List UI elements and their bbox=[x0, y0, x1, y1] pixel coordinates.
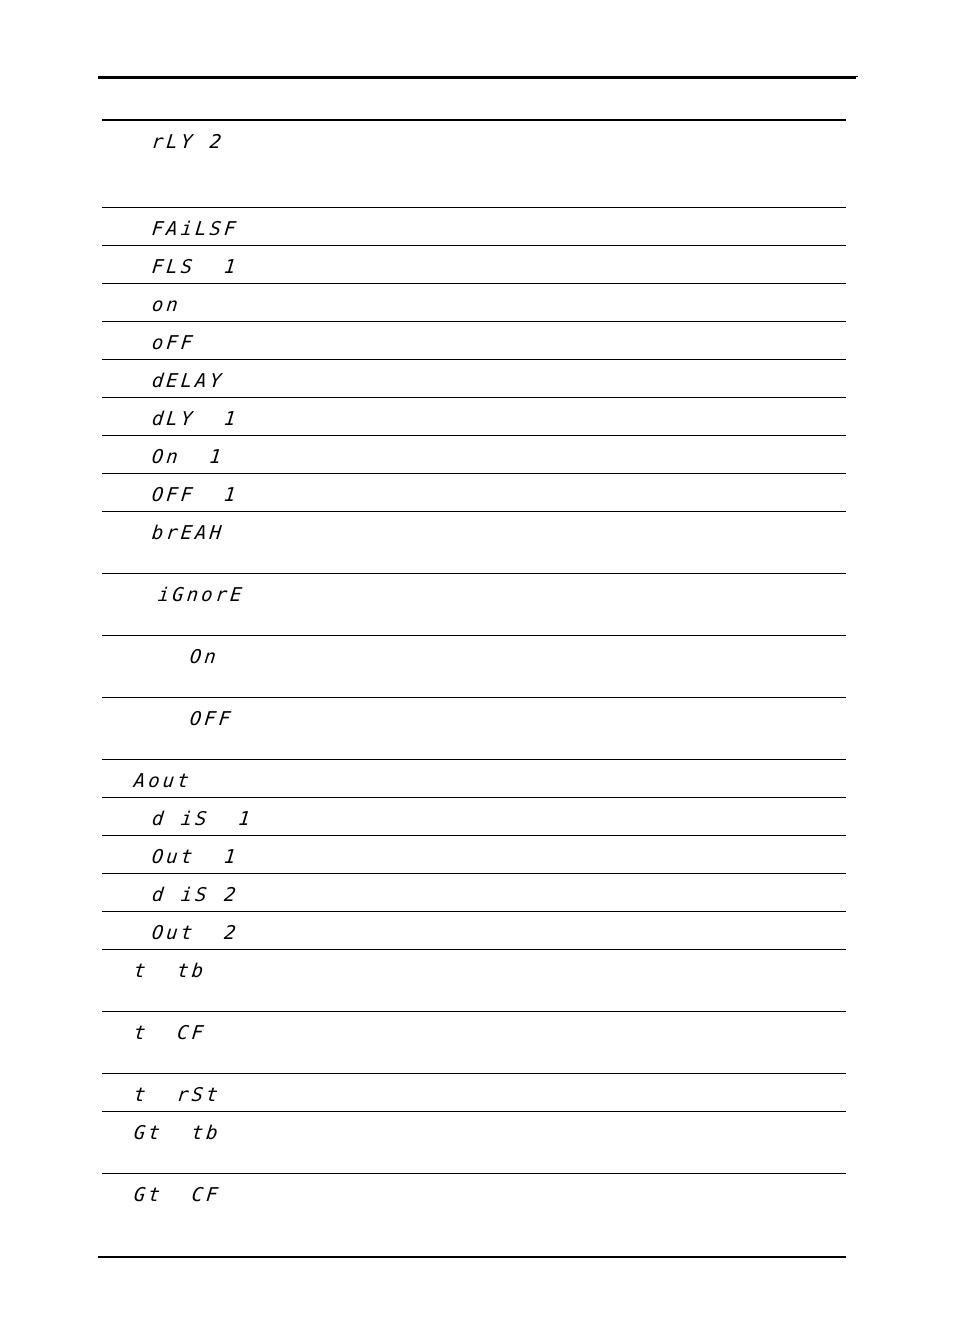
table-row bbox=[102, 322, 846, 360]
parameter-code: Aout bbox=[132, 770, 193, 792]
table-row bbox=[102, 760, 846, 798]
table-row bbox=[102, 836, 846, 874]
parameter-code: brEAH bbox=[150, 522, 226, 544]
parameter-code: t CF bbox=[132, 1022, 208, 1044]
table-row bbox=[102, 1112, 846, 1174]
parameter-code: dLY 1 bbox=[150, 408, 240, 430]
header-rule bbox=[98, 76, 856, 79]
table-row bbox=[102, 574, 846, 636]
parameter-code: Out 2 bbox=[150, 922, 240, 944]
parameter-code: FLS 1 bbox=[150, 256, 240, 278]
table-row bbox=[102, 1012, 846, 1074]
parameter-code: t tb bbox=[132, 960, 208, 982]
table-row bbox=[102, 121, 846, 208]
parameter-code: On bbox=[188, 646, 221, 668]
table-row bbox=[102, 698, 846, 760]
table-row bbox=[102, 284, 846, 322]
footer-rule bbox=[98, 1256, 846, 1258]
parameter-code: d iS 1 bbox=[150, 808, 255, 830]
parameter-table bbox=[102, 119, 846, 1258]
table-row bbox=[102, 798, 846, 836]
table-row bbox=[102, 512, 846, 574]
parameter-code: OFF bbox=[188, 708, 235, 730]
header-rule-tail bbox=[846, 76, 858, 77]
parameter-code: oFF bbox=[150, 332, 197, 354]
parameter-code: FAiLSF bbox=[150, 218, 240, 240]
table-row bbox=[102, 398, 846, 436]
parameter-code: t rSt bbox=[132, 1084, 222, 1106]
parameter-code: Gt tb bbox=[132, 1122, 222, 1144]
table-row bbox=[102, 246, 846, 284]
table-row bbox=[102, 436, 846, 474]
parameter-code: Out 1 bbox=[150, 846, 240, 868]
parameter-code: OFF 1 bbox=[150, 484, 240, 506]
table-row bbox=[102, 950, 846, 1012]
parameter-code: iGnorE bbox=[156, 584, 246, 606]
table-row bbox=[102, 912, 846, 950]
parameter-code: Gt CF bbox=[132, 1184, 222, 1206]
table-row bbox=[102, 208, 846, 246]
parameter-code: on bbox=[150, 294, 183, 316]
table-row bbox=[102, 1174, 846, 1258]
table-row bbox=[102, 474, 846, 512]
table-row bbox=[102, 360, 846, 398]
table-row bbox=[102, 874, 846, 912]
table-row bbox=[102, 636, 846, 698]
parameter-code: On 1 bbox=[150, 446, 226, 468]
parameter-code: rLY 2 bbox=[150, 131, 226, 153]
parameter-code: d iS 2 bbox=[150, 884, 240, 906]
table-row bbox=[102, 1074, 846, 1112]
parameter-code: dELAY bbox=[150, 370, 226, 392]
